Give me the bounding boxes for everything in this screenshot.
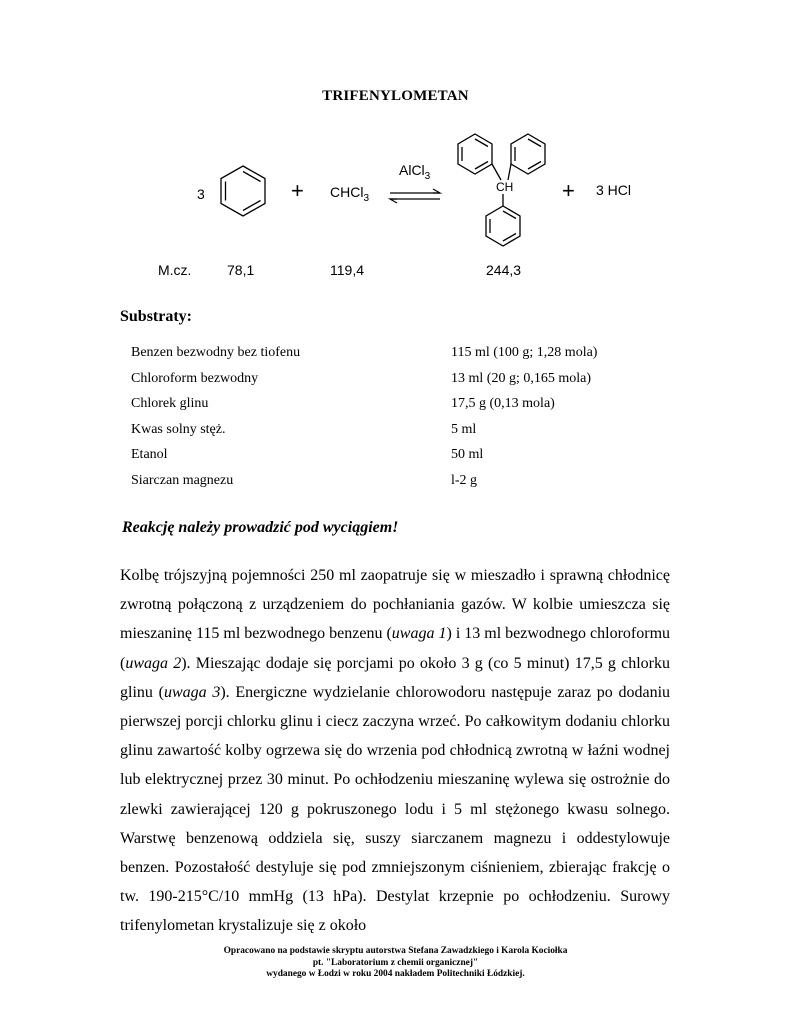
molar-mass-chloroform: 119,4 (330, 262, 364, 278)
procedure-text-part: Kolbę trójszyjną pojemności 250 ml zaopatruje się w mieszadło i sprawną chłodnicę zwrotną połączoną z urządzeniem do pochłaniania gazów. W kolbie umieszcza się mieszaninę 115 ml bezwodnego benzenu ( (120, 567, 670, 643)
benzene-structure (221, 166, 265, 216)
substrate-name: Benzen bezwodny bez tiofenu (131, 345, 301, 360)
note-reference: uwaga 2 (125, 654, 182, 672)
plus-sign-2: + (562, 178, 575, 203)
substrate-amount: 115 ml (100 g; 1,28 mola) (451, 345, 598, 360)
benzene-coefficient: 3 (197, 186, 205, 202)
footer-line: pt. "Laboratorium z chemii organicznej" (312, 957, 479, 968)
reaction-drawing (0, 0, 791, 290)
procedure-paragraph (120, 561, 670, 941)
chloroform-subscript: 3 (363, 192, 370, 204)
hcl-product: 3 HCl (596, 182, 632, 198)
note-reference: uwaga 1 (391, 625, 447, 643)
note-reference: uwaga 3 (163, 683, 221, 701)
substrates-heading: Substraty: (120, 308, 193, 325)
chloroform-formula (330, 184, 369, 204)
molar-mass-benzene: 78,1 (227, 262, 255, 278)
molar-mass-product: 244,3 (486, 262, 522, 278)
safety-warning: Reakcję należy prowadzić pod wyciągiem! (122, 519, 399, 536)
substrate-amount: 13 ml (20 g; 0,165 mola) (451, 370, 591, 386)
footer-line: wydanego w Łodzi w roku 2004 nakładem Politechniki Łódzkiej. (266, 969, 525, 979)
substrate-amount: 5 ml (451, 421, 477, 437)
substrate-name: Siarczan magnezu (131, 472, 234, 488)
substrate-name: Etanol (131, 447, 168, 463)
catalyst-formula (399, 162, 430, 182)
substrate-amount: 50 ml (451, 447, 484, 463)
page-footer (0, 946, 791, 981)
procedure-text-part: ). Mieszając dodaje się porcjami po około 3 g (co 5 minut) 17,5 g chlorku glinu ( (120, 654, 671, 701)
catalyst-subscript: 3 (424, 170, 431, 182)
molar-mass-label: M.cz. (158, 262, 192, 278)
procedure-text (120, 561, 670, 941)
substrate-amount: 17,5 g (0,13 mola) (451, 396, 555, 412)
procedure-text-part: ) i 13 ml bezwodnego chloroformu ( (120, 625, 671, 672)
substrate-name: Chlorek glinu (131, 396, 209, 412)
catalyst-text: AlCl (399, 162, 425, 178)
ch-label: CH (496, 180, 514, 194)
footer-line: Opracowano na podstawie skryptu autorstwa Stefana Zawadzkiego i Karola Kociołka (223, 946, 568, 956)
equilibrium-arrows (390, 189, 440, 203)
substrate-name: Chloroform bezwodny (131, 370, 259, 386)
chloroform-text: CHCl (330, 184, 364, 200)
plus-sign: + (291, 178, 304, 203)
substrate-amount: l-2 g (451, 472, 478, 488)
procedure-text-part: ). Energiczne wydzielanie chlorowodoru następuje zaraz po dodaniu pierwszej porcji chlorku glinu i ciecz zaczyna wrzeć. Po całkowitym dodaniu chlorku glinu zawartość kolby ogrzewa się do wrzenia pod chłodnicą zwrotną w łaźni wodnej lub elektrycznej przez 30 minut. Po ochłodzeniu mieszaninę wylewa się ostrożnie do zlewki zawierającej 120 g pokruszonego lodu i 5 ml stężonego kwasu solnego. Warstwę benzenową oddziela się, suszy siarczanem magnezu i oddestylowuje benzen. Pozostałość destyluje się pod zmniejszonym ciśnieniem, zbierając frakcję o tw. 190-215°C/10 mmHg (13 hPa). Destylat krzepnie po ochłodzeniu. Surowy trifenylometan krystalizuje się z około (120, 683, 671, 935)
page-title: TRIFENYLOMETAN (322, 88, 469, 104)
substrate-name: Kwas solny stęż. (131, 421, 226, 437)
